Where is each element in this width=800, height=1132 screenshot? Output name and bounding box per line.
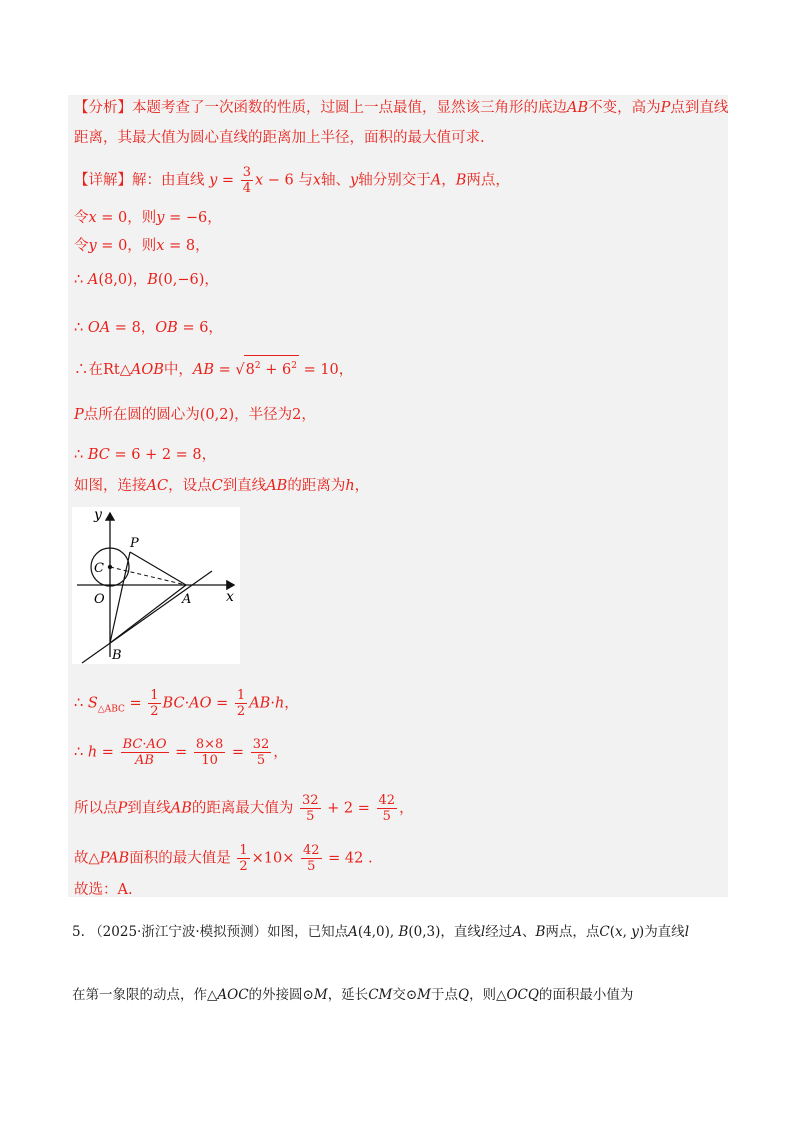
segment-pa [130, 552, 186, 585]
detail-connect: 如图，连接AC，设点C到直线AB的距离为h， [74, 478, 370, 494]
label-p: P [130, 536, 139, 551]
question-5-line-2: 在第一象限的动点，作△AOC的外接圆⊙M，延长CM交⊙M于点Q，则△OCQ的面积最小值为 [72, 987, 634, 1003]
detail-p-circle: P点所在圆的圆心为(0,2)，半径为2， [74, 407, 316, 423]
geometry-figure [72, 507, 240, 664]
figure-svg [72, 507, 240, 664]
label-o: O [94, 592, 105, 607]
detail-area-eq: ∴ $S_{\triangle ABC}$ = $\frac{1}{2}$ BC·AO = $\frac{1}{2}$ AB·h， [74, 688, 299, 719]
detail-rt-triangle: ∴在Rt△AOB中，AB = $√8^2 + 6^2 = 10$， [74, 355, 353, 380]
question-5-line-1: 5. （2025·浙江宁波·模拟预测）如图，已知点A(4,0), B(0,3)，直线l经过A、B两点，点C(x, y)为直线l [72, 924, 690, 940]
detail-oa-ob: ∴ OA = 8，OB = 6， [74, 320, 223, 336]
label-a: A [182, 592, 192, 607]
detail-max-area: 故△PAB面积的最大值是 $\frac{1}{2}$ ×10× $\frac{42}{5}$ = 42 . [74, 843, 373, 874]
label-c: C [94, 561, 104, 576]
detail-points: ∴ A(8,0)，B(0,−6)， [74, 272, 219, 288]
label-x: x [226, 589, 234, 605]
detail-intro: 【详解】解：由直线 y = $\frac{3}{4}$ x − 6 与x轴、y轴分别交于A，B两点， [74, 165, 510, 196]
analysis-line-1: 【分析】本题考查了一次函数的性质，过圆上一点最值，显然该三角形的底边AB不变，高为P点到直线 [74, 100, 729, 116]
label-y: y [94, 507, 102, 523]
detail-choice: 故选：A. [74, 882, 133, 898]
detail-let-y: 令y = 0，则x = 8， [74, 238, 210, 254]
label-b: B [112, 648, 122, 663]
detail-max-distance: 所以点P到直线AB的距离最大值为 $\frac{32}{5}$ + 2 = $\frac{42}{5}$ ， [74, 793, 414, 824]
analysis-line-2: 距离，其最大值为圆心直线的距离加上半径，面积的最大值可求. [74, 130, 485, 146]
detail-h-eq: ∴ h = $\frac{BC\cdot AO}{AB}$ = $\frac{8\times 8}{10}$ = $\frac{32}{5}$ ， [74, 737, 288, 768]
detail-bc: ∴ BC = 6 + 2 = 8， [74, 447, 217, 463]
detail-let-x: 令x = 0，则y = −6， [74, 210, 222, 226]
